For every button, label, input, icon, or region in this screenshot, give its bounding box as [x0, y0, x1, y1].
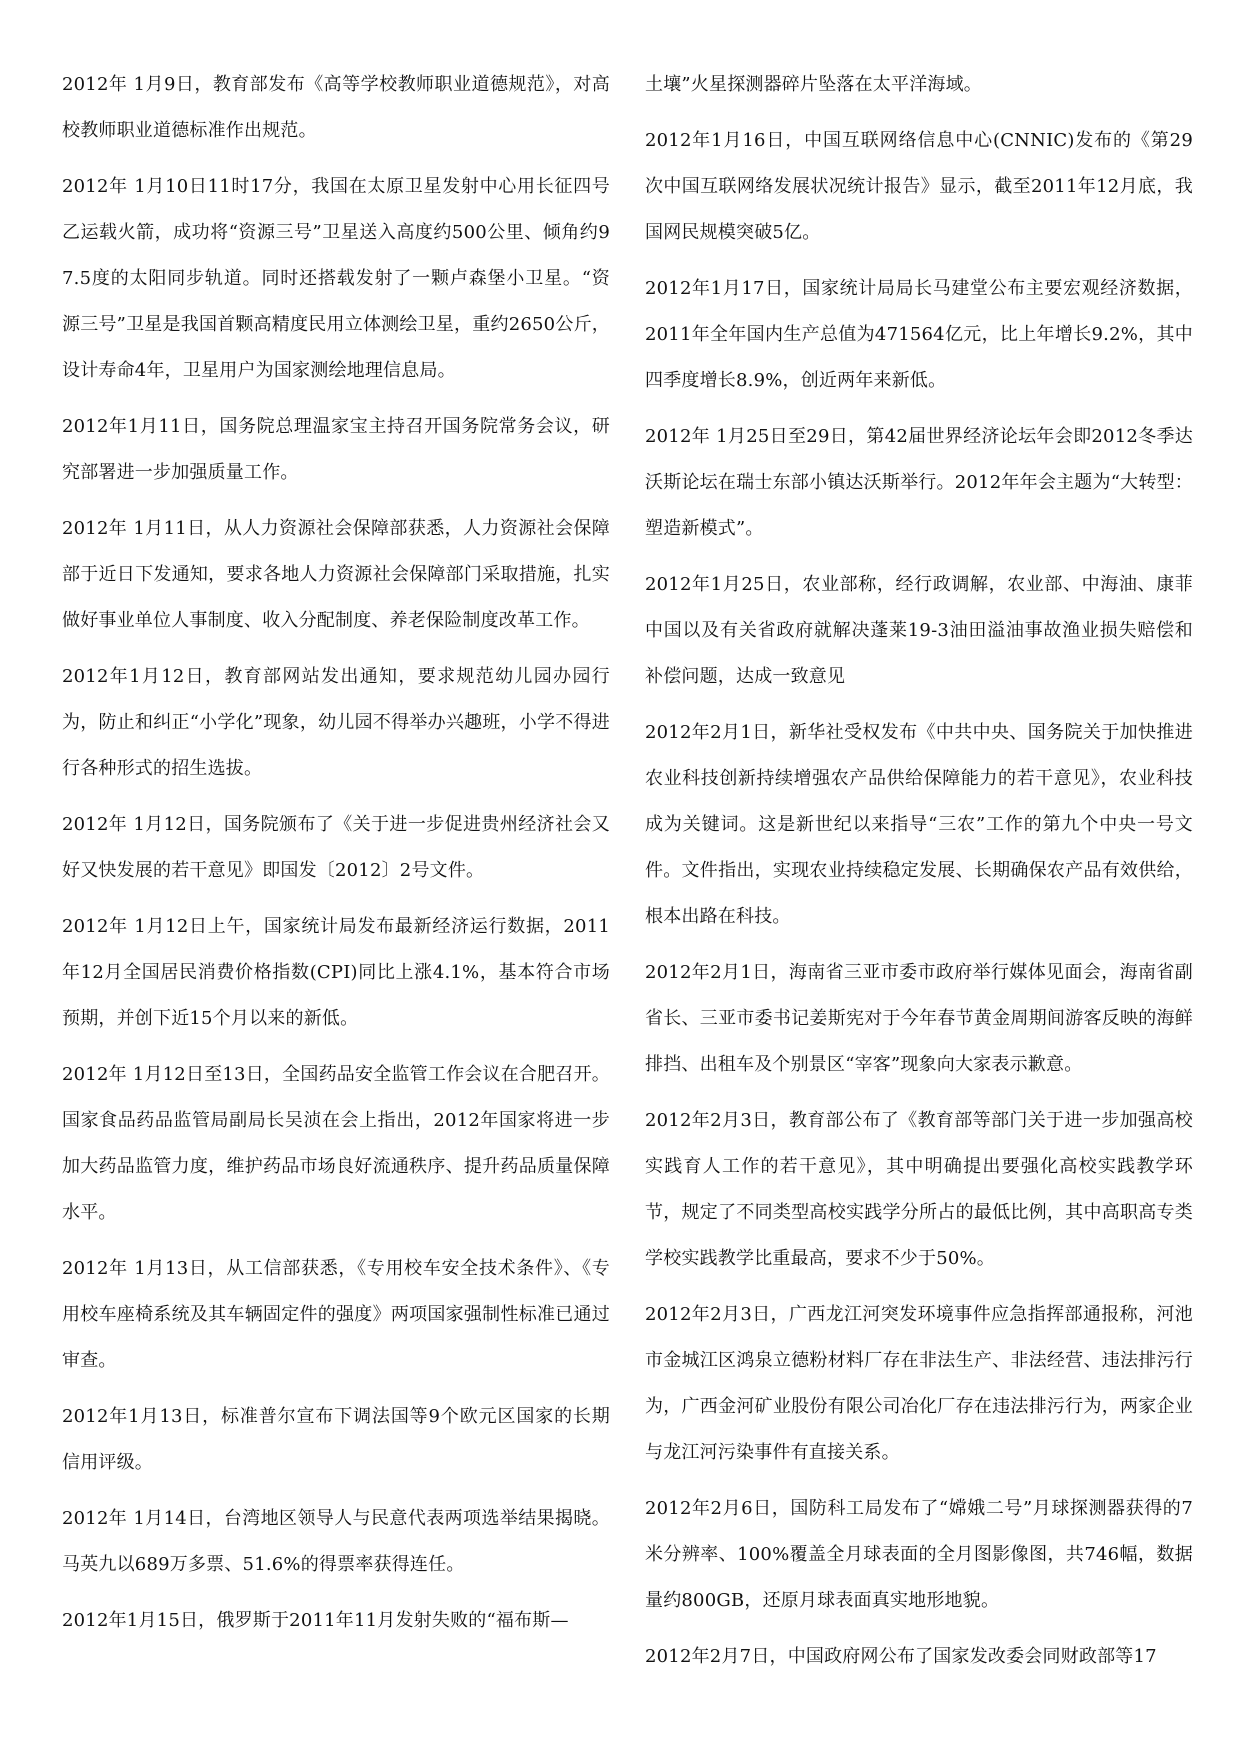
news-entry: 2012年 1月12日，国务院颁布了《关于进一步促进贵州经济社会又好又快发展的若干意见》即国发〔2012〕2号文件。 [62, 814, 610, 881]
left-column [62, 62, 610, 1654]
news-entry: 2012年2月1日，海南省三亚市委市政府举行媒体见面会，海南省副省长、三亚市委书记姜斯宪对于今年春节黄金周期间游客反映的海鲜排挡、出租车及个别景区“宰客”现象向大家表示歉意。 [645, 962, 1193, 1075]
news-entry: 2012年2月7日，中国政府网公布了国家发改委会同财政部等17 [645, 1646, 1157, 1667]
news-entry: 2012年 1月14日，台湾地区领导人与民意代表两项选举结果揭晓。马英九以689万多票、51.6%的得票率获得连任。 [62, 1508, 610, 1575]
news-entry: 2012年 1月10日11时17分，我国在太原卫星发射中心用长征四号乙运载火箭，成功将“资源三号”卫星送入高度约500公里、倾角约97.5度的太阳同步轨道。同时还搭载发射了一颗卢森堡小卫星。“资源三号”卫星是我国首颗高精度民用立体测绘卫星，重约2650公斤，设计寿命4年，卫星用户为国家测绘地理信息局。 [62, 176, 610, 381]
news-entry: 2012年1月13日，标准普尔宣布下调法国等9个欧元区国家的长期信用评级。 [62, 1406, 610, 1473]
news-entry: 2012年 1月12日至13日，全国药品安全监管工作会议在合肥召开。国家食品药品监管局副局长吴浈在会上指出，2012年国家将进一步加大药品监管力度，维护药品市场良好流通秩序、提升药品质量保障水平。 [62, 1064, 610, 1223]
news-entry: 2012年 1月12日上午，国家统计局发布最新经济运行数据，2011年12月全国居民消费价格指数(CPI)同比上涨4.1%，基本符合市场预期，并创下近15个月以来的新低。 [62, 916, 610, 1029]
right-column [645, 62, 1193, 1690]
news-entry: 2012年 1月25日至29日，第42届世界经济论坛年会即2012冬季达沃斯论坛在瑞士东部小镇达沃斯举行。2012年年会主题为“大转型：塑造新模式”。 [645, 426, 1193, 539]
news-entry: 土壤”火星探测器碎片坠落在太平洋海域。 [645, 74, 983, 95]
news-entry: 2012年 1月13日，从工信部获悉，《专用校车安全技术条件》、《专用校车座椅系统及其车辆固定件的强度》两项国家强制性标准已通过审查。 [62, 1258, 610, 1371]
news-entry: 2012年1月15日，俄罗斯于2011年11月发射失败的“福布斯— [62, 1610, 569, 1631]
news-entry: 2012年2月6日，国防科工局发布了“嫦娥二号”月球探测器获得的7米分辨率、100%覆盖全月球表面的全月图影像图，共746幅，数据量约800GB，还原月球表面真实地形地貌。 [645, 1498, 1193, 1611]
news-entry: 2012年1月12日，教育部网站发出通知，要求规范幼儿园办园行为，防止和纠正“小学化”现象，幼儿园不得举办兴趣班，小学不得进行各种形式的招生选拔。 [62, 666, 610, 779]
news-entry: 2012年1月16日，中国互联网络信息中心(CNNIC)发布的《第29次中国互联网络发展状况统计报告》显示，截至2011年12月底，我国网民规模突破5亿。 [645, 130, 1193, 243]
news-entry: 2012年2月1日，新华社受权发布《中共中央、国务院关于加快推进农业科技创新持续增强农产品供给保障能力的若干意见》，农业科技成为关键词。这是新世纪以来指导“三农”工作的第九个中央一号文件。文件指出，实现农业持续稳定发展、长期确保农产品有效供给，根本出路在科技。 [645, 722, 1193, 927]
news-entry: 2012年1月17日，国家统计局局长马建堂公布主要宏观经济数据，2011年全年国内生产总值为471564亿元，比上年增长9.2%，其中四季度增长8.9%，创近两年来新低。 [645, 278, 1193, 391]
news-entry: 2012年 1月9日，教育部发布《高等学校教师职业道德规范》，对高校教师职业道德标准作出规范。 [62, 74, 610, 141]
news-entry: 2012年2月3日，教育部公布了《教育部等部门关于进一步加强高校实践育人工作的若干意见》，其中明确提出要强化高校实践教学环节，规定了不同类型高校实践学分所占的最低比例，其中高职高专类学校实践教学比重最高，要求不少于50%。 [645, 1110, 1193, 1269]
news-entry: 2012年1月11日，国务院总理温家宝主持召开国务院常务会议，研究部署进一步加强质量工作。 [62, 416, 610, 483]
news-entry: 2012年1月25日，农业部称，经行政调解，农业部、中海油、康菲中国以及有关省政府就解决蓬莱19-3油田溢油事故渔业损失赔偿和补偿问题，达成一致意见 [645, 574, 1193, 687]
news-entry: 2012年 1月11日，从人力资源社会保障部获悉，人力资源社会保障部于近日下发通知，要求各地人力资源社会保障部门采取措施，扎实做好事业单位人事制度、收入分配制度、养老保险制度改革工作。 [62, 518, 610, 631]
news-entry: 2012年2月3日，广西龙江河突发环境事件应急指挥部通报称，河池市金城江区鸿泉立德粉材料厂存在非法生产、非法经营、违法排污行为，广西金河矿业股份有限公司冶化厂存在违法排污行为，两家企业与龙江河污染事件有直接关系。 [645, 1304, 1193, 1463]
